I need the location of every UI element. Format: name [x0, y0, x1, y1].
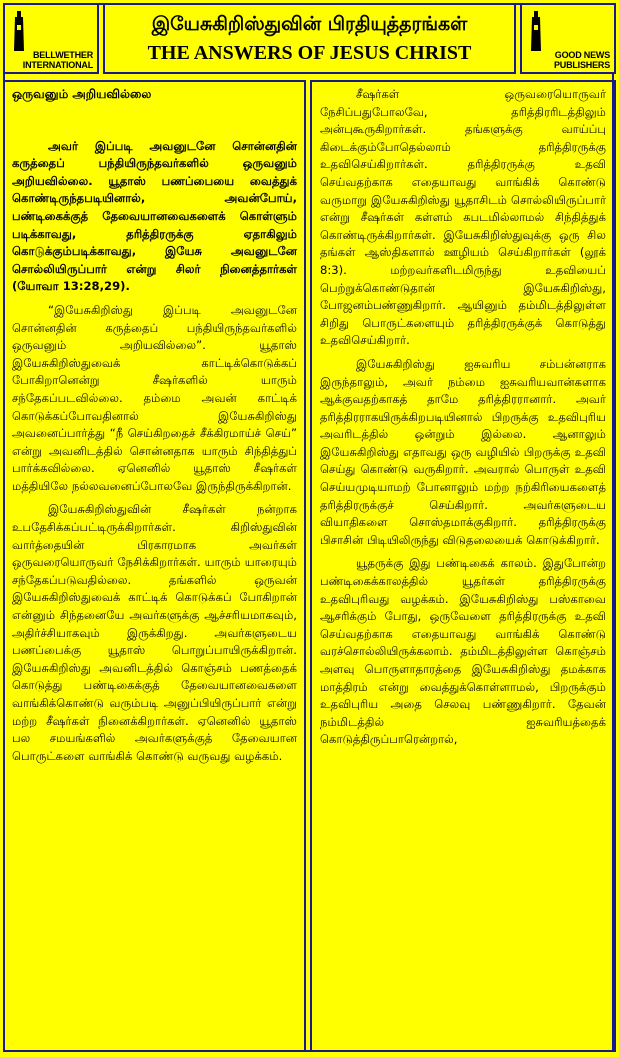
paragraph: சீஷர்கள் ஒருவரையொருவர் நேசிப்பதுபோலவே, தரித்திரரிடத்திலும் அன்புகூருகிறார்கள். தங்களுக்கு வாய்ப்பு கிடைக்கும்போதெல்லாம் தரித்திரருக்கு உதவிசெய்கிறார்கள். தரித்திரருக்கு உதவி செய்வதற்காக எதையாவது வாங்கிக் கொண்டு வருமாறு இயேசுகிறிஸ்து யூதாசிடம் சொல்லியிருப்பார் என்று சீஷர்கள் கள்ளம் கபடமில்லாமல் சிந்தித்துக் கொண்டிருக்கிறார்கள். இயேசுகிறிஸ்துவுக்கு ஒரு சில தங்கள் ஆஸ்திகளால் ஊழியம் செய்கிறார்கள் (லூக் 8:3). மற்றவர்களிடமிருந்து உதவியைப் பெற்றுக்கொண்டுதான் இயேசுகிறிஸ்து, போஜனம்பண்ணுகிறார். ஆயினும் தம்மிடத்திலுள்ள சிறிது பொருட்களையும் தரித்திரருக்குக் கொடுத்து உதவிசெய்கிறார். [320, 87, 606, 348]
paragraph: இயேசுகிறிஸ்து ஐசுவரிய சம்பன்னராக இருந்தாலும், அவர் நம்மை ஐசுவரியவான்களாக ஆக்குவதற்காகத் தாமே தரித்திரரானார். அவர் தரித்திரராகயிருக்கிறபடியினால் பிறருக்கு உதவிபுரிய அவரிடத்தில் ஒன்றும் இல்லை. ஆனாலும் இயேசுகிறிஸ்து எதாவது ஒரு வழியில் பிறருக்கு உதவி செய்து கொண்டு வருகிறார். அவரால் பொருள் உதவி செய்யமுடியாமற் போனாலும் மற்ற நற்கிரியைகளைத் தரித்திரருக்குச் செய்கிறார். அவர்களுடைய வியாதிகளை சொஸ்தமாக்குகிறார். தரித்திரருக்கு பிசாசின் பிடியிலிருந்து விடுதலையைக் கொடுக்கிறார். [320, 356, 606, 547]
bellwether-logo [3, 3, 99, 74]
header [3, 3, 616, 78]
right-column [310, 80, 616, 1052]
bellwether-logo-text: BELLWETHER INTERNATIONAL [22, 50, 93, 70]
paragraph: இயேசுகிறிஸ்துவின் சீஷர்கள் நன்றாக உபதேசிக்கப்பட்டிருக்கிறார்கள். கிறிஸ்துவின் வார்த்தையின் பிரகாரமாக அவர்கள் ஒருவரையொருவர் நேசிக்கிறார்கள். யாரும் யாரையும் சந்தேகப்படுவதில்லை. தங்களில் ஒருவன் இயேசுகிறிஸ்துவைக் காட்டிக் கொடுக்கப் போகிறான் என்னும் சிந்தனையே அவர்களுக்கு ஆச்சரியமாகவும், அதிர்ச்சியாகவும் இருக்கிறது. அவர்களுடைய பணப்பைக்கு யூதாஸ் பொறுப்பாயிருக்கிறான். இயேசுகிறிஸ்து அவனிடத்தில் கொஞ்சம் பணத்தைக் கொடுத்து பண்டிகைக்குத் தேவையானவைகளை வாங்கிக்கொண்டு வரும்படி அனுப்பியிருப்பார் என்று மற்ற சீஷர்கள் நினைக்கிறார்கள். ஏனெனில் யூதாஸ் பல சமயங்களில் அவர்களுக்குத் தேவையான பொருட்களை வாங்கிக் கொண்டு வருவது வழக்கம். [12, 502, 297, 763]
tower-icon [11, 11, 27, 51]
paragraph: “இயேசுகிறிஸ்து இப்படி அவனுடனே சொன்னதின் கருத்தைப் பந்தியிருந்தவர்களில் ஒருவனும் அறியவில்லை”. யூதாஸ் இயேசுகிறிஸ்துவைக் காட்டிக்கொடுக்கப் போகிறானென்று சீஷர்களில் யாரும் சந்தேகப்படவில்லை. தம்மை அவன் காட்டிக் கொடுக்கப்போவதினால் இயேசுகிறிஸ்து அவனைப்பார்த்து “நீ செய்கிறதைச் சீக்கிரமாய்ச் செய்” என்று அவனிடத்தில் சொன்னதாக யாரும் சிந்தித்துப் பார்க்கவில்லை. ஏனெனில் யூதாஸ் சீஷர்கள் மத்தியிலே நல்லவனைப்போலவே இருந்திருக்கிறான். [12, 302, 297, 493]
tower-icon [528, 11, 544, 51]
left-column [3, 80, 306, 1052]
title-box [103, 3, 516, 74]
tamil-title: இயேசுகிறிஸ்துவின் பிரதியுத்தரங்கள் [151, 12, 468, 35]
english-title: THE ANSWERS OF JESUS CHRIST [147, 41, 472, 64]
scripture-quote: அவர் இப்படி அவனுடனே சொன்னதின் கருத்தைப் பந்தியிருந்தவர்களில் ஒருவனும் அறியவில்லை. யூதாஸ் பணப்பையை வைத்துக் கொண்டிருந்தபடியினால், அவன்போய், பண்டிகைக்குத் தேவையானவைகளைக் கொள்ளும் படிக்காவது, தரித்திரருக்கு ஏதாகிலும் கொடுக்கும்படிக்காவது, இயேசு அவனுடனே சொல்லியிருப்பார் என்று சிலர் நினைத்தார்கள் (யோவா 13:28,29). [12, 138, 297, 294]
section-heading: ஒருவனும் அறியவில்லை [12, 87, 152, 101]
paragraph: யூதருக்கு இது பண்டிகைக் காலம். இதுபோன்ற பண்டிகைக்காலத்தில் யூதர்கள் தரித்திரருக்கு உதவிபுரிவது வழக்கம். இயேசுகிறிஸ்து பஸ்காவை ஆசரிக்கும் போது, ஒருவேளை தரித்திரருக்கு உதவி செய்வதற்காக எதையாவது வாங்கிக் கொண்டு வரச்சொல்லியிருக்கலாம். தம்மிடத்திலுள்ள கொஞ்சம் அளவு பொருளாதாரத்தை இயேசுகிறிஸ்து தமக்காக மாத்திரம் என்று வைத்துக்கொள்ளாமல், பிறருக்கும் உதவிபுரிய அதை செலவு பண்ணுகிறார். தேவன் நம்மிடத்தில் ஐசுவரியத்தைக் கொடுத்திருப்பாரென்றால், [320, 556, 606, 747]
good-news-logo [520, 3, 616, 74]
good-news-logo-text: GOOD NEWS PUBLISHERS [553, 50, 610, 70]
